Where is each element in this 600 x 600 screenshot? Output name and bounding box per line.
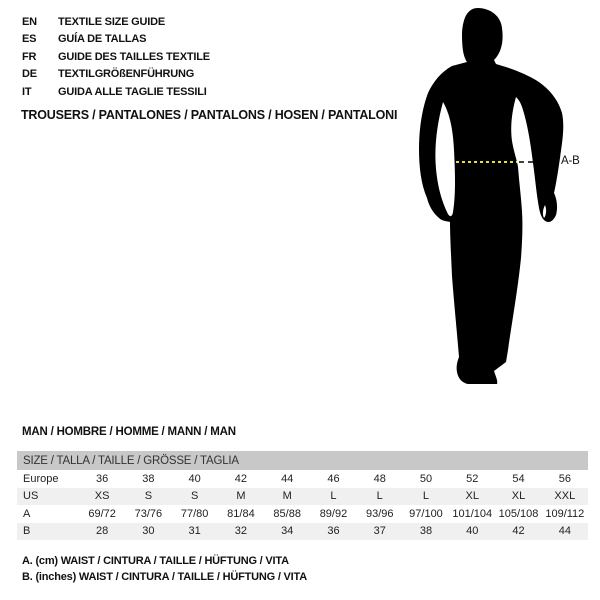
lang-row-fr xyxy=(22,48,210,66)
table-cell: 42 xyxy=(234,472,248,485)
table-row-europe xyxy=(17,470,588,488)
table-cell: 28 xyxy=(79,523,125,541)
row-label: Europe xyxy=(23,472,59,485)
table-cell: 105/108 xyxy=(498,507,539,520)
lang-code: FR xyxy=(22,50,37,63)
table-cell: 37 xyxy=(357,523,403,541)
language-list xyxy=(22,13,210,101)
table-cell: 93/96 xyxy=(365,507,394,520)
table-cell: 42 xyxy=(495,523,541,541)
lang-row-de xyxy=(22,66,210,84)
table-cell: 38 xyxy=(142,472,155,485)
table-cell: 101/104 xyxy=(452,507,493,520)
table-cell: 48 xyxy=(373,472,386,485)
lang-row-es xyxy=(22,31,210,49)
waist-measure-label: A-B xyxy=(561,155,580,167)
table-cell: 89/92 xyxy=(319,507,348,520)
table-row-us xyxy=(17,488,588,506)
table-cell: 44 xyxy=(542,523,588,541)
table-cell: 30 xyxy=(125,523,171,541)
table-cell: 85/88 xyxy=(273,507,301,520)
table-cell: S xyxy=(125,488,171,506)
note-a: A. (cm) WAIST / CINTURA / TAILLE / HÜFTUNG / VITA xyxy=(22,555,289,567)
table-cell: L xyxy=(357,488,403,506)
table-cell: XL xyxy=(449,488,495,506)
table-row-a-cm xyxy=(17,505,588,523)
lang-label: TEXTILGRÖßENFÜHRUNG xyxy=(58,68,195,81)
row-label: US xyxy=(17,488,79,506)
table-cell: 32 xyxy=(218,523,264,541)
table-cell: L xyxy=(310,488,356,506)
section-label-man: MAN / HOMBRE / HOMME / MANN / MAN xyxy=(22,426,236,438)
page-title: TROUSERS / PANTALONES / PANTALONS / HOSEN / PANTALONI xyxy=(21,108,398,122)
lang-code: ES xyxy=(22,33,37,46)
size-table-header: SIZE / TALLA / TAILLE / GRÖSSE / TAGLIA xyxy=(17,451,588,470)
lang-row-en xyxy=(22,13,210,31)
table-cell: 40 xyxy=(188,472,201,485)
table-row-b-inches xyxy=(17,523,588,541)
table-cell: 31 xyxy=(172,523,218,541)
table-cell: 54 xyxy=(512,472,525,485)
lang-code: EN xyxy=(22,15,37,28)
lang-label: GUIDE DES TAILLES TEXTILE xyxy=(58,50,210,63)
table-cell: 52 xyxy=(466,472,479,485)
table-cell: 50 xyxy=(419,472,433,485)
table-cell: XS xyxy=(79,488,125,506)
table-cell: 36 xyxy=(96,472,109,485)
lang-row-it xyxy=(22,83,210,101)
table-cell: S xyxy=(172,488,218,506)
table-cell: 34 xyxy=(264,523,310,541)
table-cell: 40 xyxy=(449,523,495,541)
table-cell: 46 xyxy=(327,472,340,485)
table-cell: 56 xyxy=(558,472,571,485)
row-label: A xyxy=(23,507,31,520)
measurement-notes xyxy=(22,553,307,585)
size-table xyxy=(17,451,588,540)
table-cell: 73/76 xyxy=(134,507,163,520)
lang-label: GUIDA ALLE TAGLIE TESSILI xyxy=(58,85,207,98)
row-label: B xyxy=(17,523,79,541)
table-cell: M xyxy=(264,488,310,506)
table-cell: 69/72 xyxy=(88,507,116,520)
lang-code: DE xyxy=(22,68,37,81)
table-cell: 36 xyxy=(310,523,356,541)
lang-label: TEXTILE SIZE GUIDE xyxy=(58,15,166,28)
table-cell: 44 xyxy=(281,472,294,485)
table-cell: 38 xyxy=(403,523,449,541)
man-silhouette xyxy=(419,8,563,384)
man-silhouette-figure xyxy=(400,0,600,420)
lang-code: IT xyxy=(22,85,32,98)
table-cell: 97/100 xyxy=(409,507,443,520)
note-b: B. (inches) WAIST / CINTURA / TAILLE / HÜFTUNG / VITA xyxy=(22,571,307,583)
table-cell: XXL xyxy=(542,488,588,506)
table-cell: 109/112 xyxy=(545,507,585,520)
table-cell: L xyxy=(403,488,449,506)
table-cell: XL xyxy=(495,488,541,506)
table-cell: M xyxy=(218,488,264,506)
table-cell: 77/80 xyxy=(180,507,209,520)
table-cell: 81/84 xyxy=(227,507,255,520)
size-table-header-row xyxy=(17,451,588,470)
lang-label: GUÍA DE TALLAS xyxy=(58,33,147,46)
